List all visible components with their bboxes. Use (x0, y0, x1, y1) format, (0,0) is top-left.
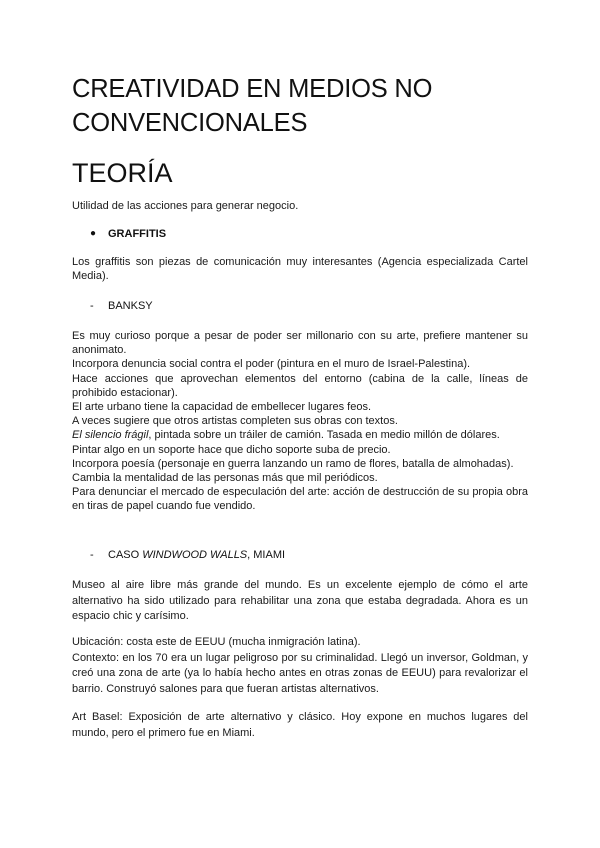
dash-marker: - (90, 549, 94, 561)
text-line: Incorpora denuncia social contra el poder (pintura en el muro de Israel-Palestina). (72, 358, 471, 371)
art-basel-text: Art Basel: Exposición de arte alternativo y clásico. Hoy expone en muchos lugares del mundo, pero el primero fue en Miami. (72, 711, 528, 739)
dash-label: BANKSY (108, 300, 153, 312)
caso-suffix: , MIAMI (247, 549, 286, 561)
text-line: Pintar algo en un soporte hace que dicho soporte suba de precio. (72, 443, 391, 456)
text-line: Incorpora poesía (personaje en guerra lanzando un ramo de flores, batalla de almohadas). (72, 457, 514, 470)
text-line: Hace acciones que aprovechan elementos del entorno (cabina de la calle, líneas de prohibido estacionar). (72, 372, 528, 399)
bullet-label: GRAFFITIS (108, 228, 167, 240)
caso-name: WINDWOOD WALLS (142, 549, 248, 561)
text-line: A veces sugiere que otros artistas completen sus obras con textos. (72, 415, 398, 428)
dash-label (108, 548, 285, 562)
document-title: CREATIVIDAD EN MEDIOS NO CONVENCIONALES (72, 75, 433, 137)
caso-description: Museo al aire libre más grande del mundo. Es un excelente ejemplo de cómo el arte alternativo ha sido utilizado para rehabilitar una zona que estaba degradada. Ahora es un espacio chic y carísimo. (72, 579, 528, 622)
banksy-paragraph (72, 329, 528, 514)
text-line: Para denunciar el mercado de especulación del arte: acción de destrucción de su propia obra en tiras de papel cuando fue vendido. (72, 486, 528, 513)
caso-details (72, 635, 528, 697)
text-line (72, 428, 528, 442)
text-line: Cambia la mentalidad de las personas más que mil periódicos. (72, 472, 378, 485)
dash-marker: - (90, 300, 94, 312)
intro-text: Utilidad de las acciones para generar negocio. (72, 200, 299, 212)
artwork-description: , pintada sobre un tráiler de camión. Tasada en medio millón de dólares. (148, 429, 500, 442)
caso-prefix: CASO (108, 549, 143, 561)
bullet-dot-icon: ● (90, 228, 97, 239)
contexto-text: Contexto: en los 70 era un lugar peligroso por su criminalidad. Llegó un inversor, Goldman, y creó una zona de arte (ya lo había hecho antes en otras zonas de EEUU) para revalorizar el barrio. Construyó salones para que fueran artistas alternativos. (72, 651, 528, 695)
text-line: El arte urbano tiene la capacidad de embellecer lugares feos. (72, 401, 372, 414)
artwork-title: El silencio frágil (72, 429, 149, 442)
section-heading: TEORÍA (72, 158, 173, 188)
text-line: Es muy curioso porque a pesar de poder ser millonario con su arte, prefiere mantener su anonimato. (72, 330, 528, 357)
ubicacion-text: Ubicación: costa este de EEUU (mucha inmigración latina). (72, 636, 361, 648)
graffitis-paragraph: Los graffitis son piezas de comunicación muy interesantes (Agencia especializada Cartel Media). (72, 256, 528, 283)
